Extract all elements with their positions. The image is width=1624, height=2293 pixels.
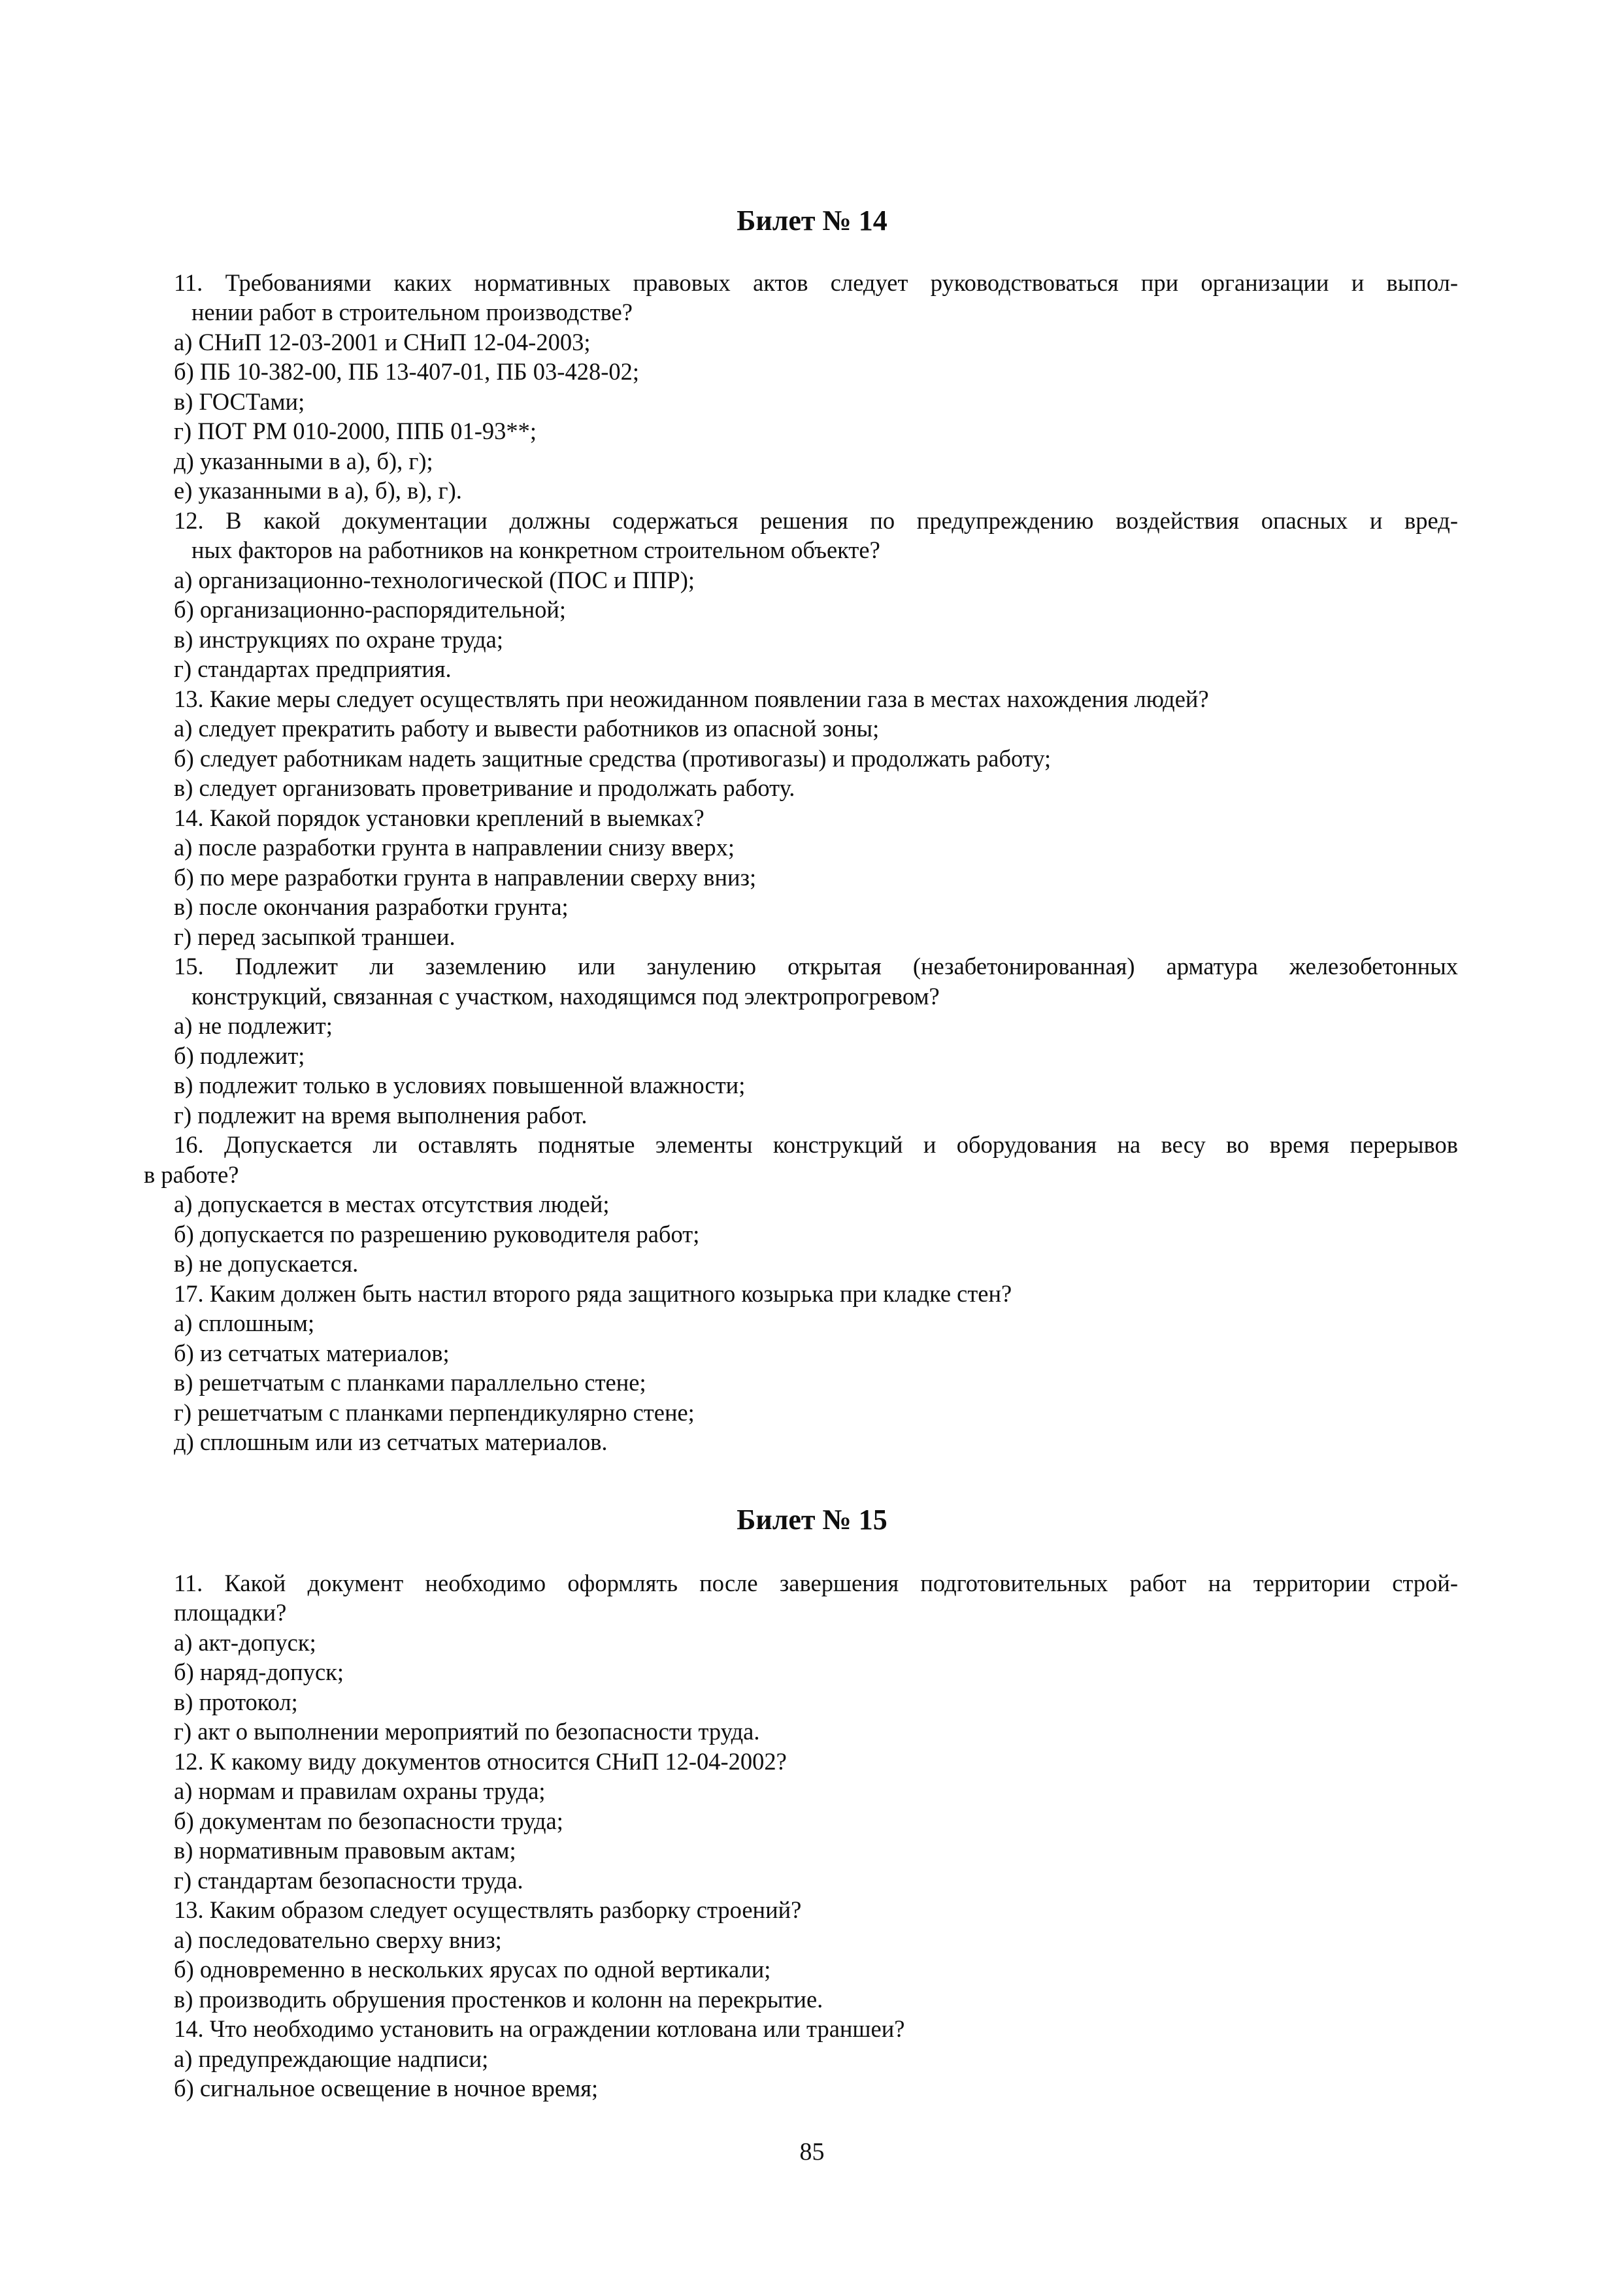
t14-q17-answer-v: в) решетчатым с планками параллельно стене; [174,1369,646,1396]
t14-q13-answer-v: в) следует организовать проветривание и продолжать работу. [174,774,795,801]
t14-q13-answer-a: а) следует прекратить работу и вывести работников из опасной зоны; [174,715,880,742]
t14-q11-answer-v: в) ГОСТами; [174,388,305,415]
t14-q17-answer-g: г) решетчатым с планками перпендикулярно стене; [174,1399,695,1426]
t14-q15-line-1: 15. Подлежит ли заземлению или занулению открытая (незабетонированная) арматура железобетонных [174,953,1458,980]
t15-q11-line-2: площадки? [174,1599,287,1626]
t15-q14-answer-a: а) предупреждающие надписи; [174,2045,489,2072]
t14-q12-line-2: ных факторов на работников на конкретном строительном объекте? [191,536,880,563]
t14-q16-line-1: 16. Допускается ли оставлять поднятые элементы конструкций и оборудования на весу во время перерывов [174,1131,1458,1158]
t14-q15-answer-v: в) подлежит только в условиях повышенной влажности; [174,1072,746,1098]
t14-q12-answer-g: г) стандартах предприятия. [174,655,452,682]
t15-q11-answer-g: г) акт о выполнении мероприятий по безопасности труда. [174,1718,760,1745]
t15-q13-line-1: 13. Каким образом следует осуществлять разборку строений? [174,1896,802,1923]
t14-q11-answer-b: б) ПБ 10-382-00, ПБ 13-407-01, ПБ 03-428-02; [174,358,639,385]
t15-q12-answer-a: а) нормам и правилам охраны труда; [174,1777,546,1804]
t14-q13-line-1: 13. Какие меры следует осуществлять при неожиданном появлении газа в местах нахождения людей? [174,685,1209,712]
t14-q17-line-1: 17. Каким должен быть настил второго ряда защитного козырька при кладке стен? [174,1280,1012,1307]
t15-q13-answer-b: б) одновременно в нескольких ярусах по одной вертикали; [174,1956,771,1983]
t14-q15-answer-g: г) подлежит на время выполнения работ. [174,1102,588,1129]
t15-q11-line-1: 11. Какой документ необходимо оформлять после завершения подготовительных работ на территории строй- [174,1570,1458,1596]
t14-q11-answer-e: е) указанными в а), б), в), г). [174,477,462,504]
t14-q12-answer-a: а) организационно-технологической (ПОС и ППР); [174,567,695,593]
t14-q13-answer-b: б) следует работникам надеть защитные средства (противогазы) и продолжать работу; [174,745,1052,772]
t14-q11-answer-g: г) ПОТ РМ 010-2000, ППБ 01-93**; [174,418,537,444]
t15-q11-answer-a: а) акт-допуск; [174,1629,316,1656]
page-number: 85 [799,2138,825,2166]
t14-q16-answer-a: а) допускается в местах отсутствия людей; [174,1191,610,1217]
t15-q13-answer-a: а) последовательно сверху вниз; [174,1926,502,1953]
t15-q12-line-1: 12. К какому виду документов относится СНиП 12-04-2002? [174,1748,787,1775]
t14-q17-answer-d: д) сплошным или из сетчатых материалов. [174,1428,608,1455]
t14-q14-answer-b: б) по мере разработки грунта в направлении сверху вниз; [174,864,757,891]
t14-q14-answer-g: г) перед засыпкой траншеи. [174,923,456,950]
t15-q14-line-1: 14. Что необходимо установить на ограждении котлована или траншеи? [174,2015,905,2042]
t15-q14-answer-b: б) сигнальное освещение в ночное время; [174,2075,599,2102]
t14-q15-answer-b: б) подлежит; [174,1042,305,1069]
t14-q14-answer-v: в) после окончания разработки грунта; [174,893,569,920]
ticket-15-title: Билет № 15 [737,1504,887,1536]
t14-q14-line-1: 14. Какой порядок установки креплений в выемках? [174,804,704,831]
t14-q11-line-1: 11. Требованиями каких нормативных правовых актов следует руководствоваться при организации и выпол- [174,269,1458,296]
t14-q16-answer-b: б) допускается по разрешению руководителя работ; [174,1221,700,1247]
t15-q12-answer-g: г) стандартам безопасности труда. [174,1867,523,1894]
t15-q12-answer-v: в) нормативным правовым актам; [174,1837,516,1864]
t14-q16-answer-v: в) не допускается. [174,1250,359,1277]
t15-q11-answer-b: б) наряд-допуск; [174,1658,344,1685]
t14-q12-answer-b: б) организационно-распорядительной; [174,596,567,623]
t14-q16-line-2: в работе? [144,1161,239,1188]
t14-q12-answer-v: в) инструкциях по охране труда; [174,626,503,653]
t14-q17-answer-b: б) из сетчатых материалов; [174,1340,450,1366]
t14-q11-line-2: нении работ в строительном производстве? [191,299,633,325]
t14-q15-line-2: конструкций, связанная с участком, находящимся под электропрогревом? [191,983,940,1010]
t15-q11-answer-v: в) протокол; [174,1689,298,1715]
ticket-14-title: Билет № 14 [737,205,887,237]
t14-q14-answer-a: а) после разработки грунта в направлении снизу вверх; [174,834,735,861]
t14-q15-answer-a: а) не подлежит; [174,1012,333,1039]
t15-q12-answer-b: б) документам по безопасности труда; [174,1807,563,1834]
t14-q11-answer-d: д) указанными в а), б), г); [174,448,433,474]
t14-q12-line-1: 12. В какой документации должны содержаться решения по предупреждению воздействия опасных и вред- [174,507,1458,534]
t14-q17-answer-a: а) сплошным; [174,1310,315,1336]
t14-q11-answer-a: а) СНиП 12-03-2001 и СНиП 12-04-2003; [174,329,591,355]
t15-q13-answer-v: в) производить обрушения простенков и колонн на перекрытие. [174,1986,823,2013]
